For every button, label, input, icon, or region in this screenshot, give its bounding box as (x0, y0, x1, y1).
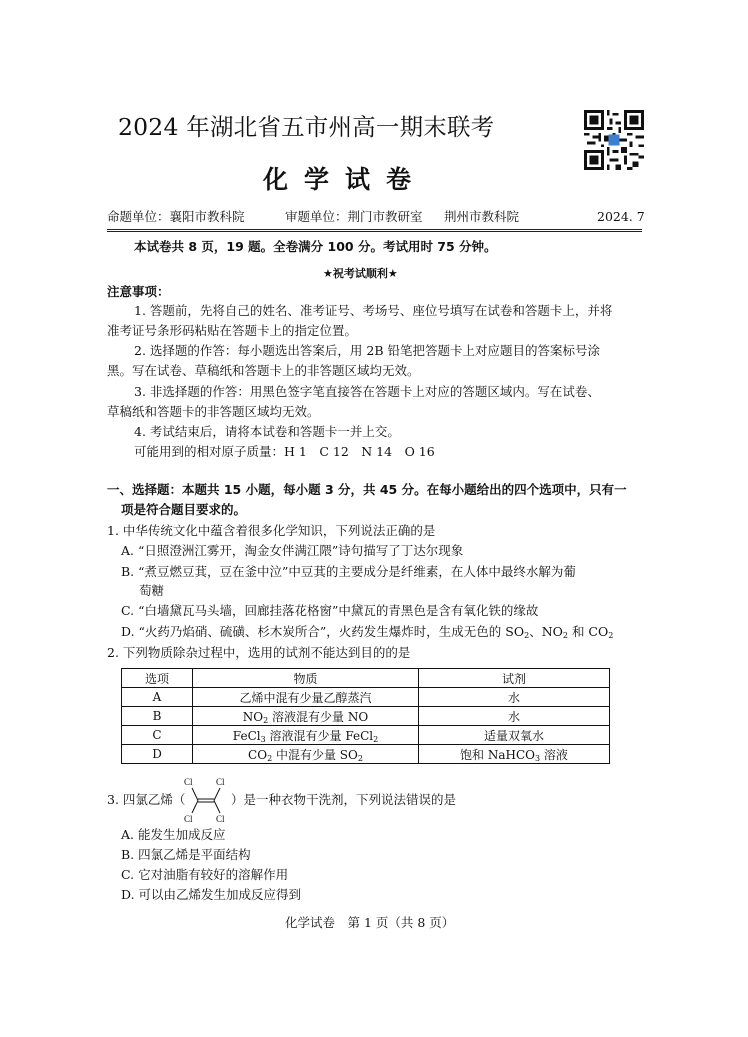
table-row (122, 707, 610, 726)
notice-line: 黑。写在试卷、草稿纸和答题卡上的非答题区域均无效。 (107, 363, 420, 378)
cell-reagent: 饱和 NaHCO$_3$ 溶液 (419, 745, 610, 764)
col-header-substance: 物质 (193, 669, 419, 688)
cell-option: A (122, 688, 193, 707)
question-1-option-b: B. “煮豆燃豆萁，豆在釜中泣”中豆萁的主要成分是纤维素，在人体中最终水解为葡 (121, 564, 576, 579)
atomic-masses: 可能用到的相对原子质量：H 1 C 12 N 14 O 16 (134, 444, 435, 459)
question-1-option-b-cont: 萄糖 (139, 583, 165, 598)
header-rule-double (107, 231, 642, 232)
cell-reagent: 水 (419, 688, 610, 707)
exam-title: 2024 年湖北省五市州高一期末联考 (118, 113, 495, 141)
notice-line: 1. 答题前，先将自己的姓名、准考证号、考场号、座位号填写在试卷和答题卡上，并将 (134, 303, 613, 318)
notice-line: 准考证号条形码粘贴在答题卡上的指定位置。 (107, 323, 358, 338)
notice-title: 注意事项： (107, 284, 170, 299)
question-3-option-c: C. 它对油脂有较好的溶解作用 (121, 867, 289, 882)
proposer: 命题单位：襄阳市教科院 (107, 209, 245, 224)
cell-substance: FeCl$_3$ 溶液混有少量 FeCl$_2$ (193, 726, 419, 745)
cell-substance: $NO_2$ 溶液混有少量 NO (193, 707, 419, 726)
notice-line: 4. 考试结束后，请将本试卷和答题卡一并上交。 (134, 424, 400, 439)
notice-line: 2. 选择题的作答：每小题选出答案后，用 2B 铅笔把答题卡上对应题目的答案标号涂 (134, 343, 600, 358)
cell-substance: 乙烯中混有少量乙醇蒸汽 (193, 688, 419, 707)
question-2-table (121, 668, 610, 764)
tetrachloroethylene-structure (180, 777, 230, 823)
question-1-option-c: C. “白墙黛瓦马头墙，回廊挂落花格窗”中黛瓦的青黑色是含有氧化铁的缘故 (121, 603, 539, 618)
reviewer-1: 审题单位：荆门市教研室 (285, 209, 423, 224)
table-row (122, 745, 610, 764)
question-3-stem-pre: 3. 四氯乙烯（ (107, 792, 186, 807)
exam-summary: 本试卷共 8 页，19 题。全卷满分 100 分。考试用时 75 分钟。 (134, 239, 497, 254)
good-luck-banner: ★祝考试顺利★ (323, 267, 398, 280)
cl-label: Cl (216, 814, 225, 823)
qr-code (584, 110, 644, 170)
cell-option: B (122, 707, 193, 726)
table-row (122, 726, 610, 745)
table-header-row (122, 669, 610, 688)
question-3-stem-post: ）是一种衣物干洗剂，下列说法错误的是 (231, 792, 457, 807)
header-rule (107, 229, 642, 230)
page-footer: 化学试卷 第 1 页（共 8 页） (285, 915, 455, 930)
question-3-option-b: B. 四氯乙烯是平面结构 (121, 847, 251, 862)
question-2-stem: 2. 下列物质除杂过程中，选用的试剂不能达到目的的是 (107, 645, 411, 660)
cl-label: Cl (184, 814, 193, 823)
col-header-reagent: 试剂 (419, 669, 610, 688)
notice-line: 3. 非选择题的作答：用黑色签字笔直接答在答题卡上对应的答题区域内。写在试卷、 (134, 384, 600, 399)
cell-reagent: 适量双氧水 (419, 726, 610, 745)
cell-option: C (122, 726, 193, 745)
question-3-option-a: A. 能发生加成反应 (121, 827, 226, 842)
notice-line: 草稿纸和答题卡的非答题区域均无效。 (107, 404, 320, 419)
col-header-option: 选项 (122, 669, 193, 688)
cell-reagent: 水 (419, 707, 610, 726)
question-1-stem: 1. 中华传统文化中蕴含着很多化学知识，下列说法正确的是 (107, 523, 436, 538)
table-row (122, 688, 610, 707)
question-1-option-a: A. “日照澄洲江雾开，淘金女伴满江隈”诗句描写了丁达尔现象 (121, 543, 464, 558)
cl-label: Cl (216, 777, 225, 787)
exam-date: 2024. 7 (597, 209, 645, 224)
section-heading-cont: 项是符合题目要求的。 (121, 502, 247, 517)
question-1-option-d: D. “火药乃焰硝、硫磺、杉木炭所合”，火药发生爆炸时，生成无色的 $SO_2$、$NO_2$ 和 $CO_2$ (121, 624, 614, 640)
cl-label: Cl (184, 777, 193, 787)
reviewer-2: 荆州市教科院 (444, 209, 520, 224)
cell-option: D (122, 745, 193, 764)
question-3-option-d: D. 可以由乙烯发生加成反应得到 (121, 887, 302, 902)
section-heading: 一、选择题：本题共 15 小题，每小题 3 分，共 45 分。在每小题给出的四个选项中，只有一 (107, 482, 627, 497)
subject-title: 化学试卷 (263, 165, 428, 194)
cell-substance: $CO_2$ 中混有少量 $SO_2$ (193, 745, 419, 764)
